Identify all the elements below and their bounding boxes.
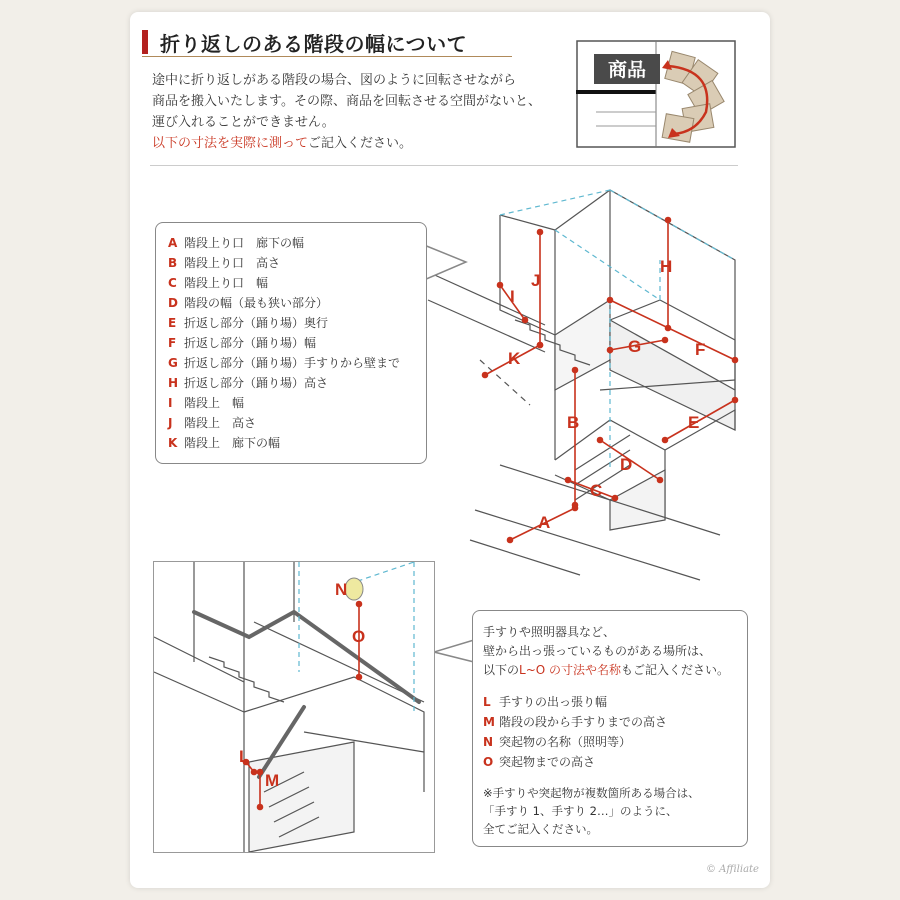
legend2-highlight: L~O の寸法や名称 (519, 663, 622, 677)
intro-line: 商品を搬入いたします。その際、商品を回転させる空間がないと、 (152, 94, 541, 109)
label-l: L (239, 747, 250, 766)
label-g: G (628, 337, 642, 356)
page-title: 折り返しのある階段の幅について (160, 32, 468, 56)
note-line: ※手すりや突起物が複数箇所ある場合は、 (483, 786, 700, 800)
intro-line: 途中に折り返しがある階段の場合、図のように回転させながら (152, 73, 517, 88)
legend2-intro: 以下のL~O の寸法や名称もご記入ください。 (483, 663, 730, 677)
label-i: I (510, 287, 515, 306)
intro-highlight: 以下の寸法を実際に測って (152, 136, 309, 151)
label-n: N (335, 580, 348, 599)
legend-item: O 突起物までの高さ (483, 755, 596, 769)
label-d: D (620, 455, 633, 474)
label-b: B (567, 413, 580, 432)
legend-item: A 階段上り口 廊下の幅 (168, 236, 305, 250)
note-line: 「手すり 1、手すり 2…」のように、 (483, 804, 678, 818)
legend-item: I 階段上 幅 (168, 396, 245, 410)
intro-line: 運び入れることができません。 (152, 115, 335, 130)
legend2-intro: 手すりや照明器具など、 (483, 625, 616, 639)
intro-line-rest: ご記入ください。 (308, 136, 413, 151)
legend-item: E 折返し部分（踊り場）奥行 (168, 316, 329, 330)
label-j: J (531, 271, 541, 290)
label-e: E (688, 413, 700, 432)
label-m: M (265, 771, 280, 790)
legend-item: M 階段の段から手すりまでの高さ (483, 715, 668, 729)
legend-item: J 階段上 高さ (168, 416, 257, 430)
legend-l-to-o (472, 610, 748, 847)
label-h: H (660, 257, 673, 276)
legend-item: G 折返し部分（踊り場）手すりから壁まで (168, 356, 401, 370)
label-k: K (508, 349, 521, 368)
legend-item: N 突起物の名称（照明等） (483, 735, 632, 749)
legend-item: F 折返し部分（踊り場）幅 (168, 336, 317, 350)
legend-item: D 階段の幅（最も狭い部分） (168, 296, 329, 310)
product-label: 商品 (607, 60, 647, 81)
copyright-text: © Affiliate (706, 864, 759, 875)
legend-item: C 階段上り口 幅 (168, 276, 269, 290)
label-f: F (695, 340, 706, 359)
legend-item: B 階段上り口 高さ (168, 256, 281, 270)
legend-item: H 折返し部分（踊り場）高さ (168, 376, 329, 390)
legend-item: K 階段上 廊下の幅 (168, 436, 281, 450)
legend-a-to-k (155, 222, 427, 464)
label-c: C (590, 481, 603, 500)
handrail-diagram (154, 562, 434, 852)
label-o: O (352, 627, 366, 646)
note-line: 全てご記入ください。 (483, 822, 598, 836)
legend-item: L 手すりの出っ張り幅 (483, 695, 608, 709)
legend2-intro: 壁から出っ張っているものがある場所は、 (483, 644, 712, 658)
label-a: A (538, 513, 551, 532)
handrail-diagram-panel (153, 561, 435, 853)
